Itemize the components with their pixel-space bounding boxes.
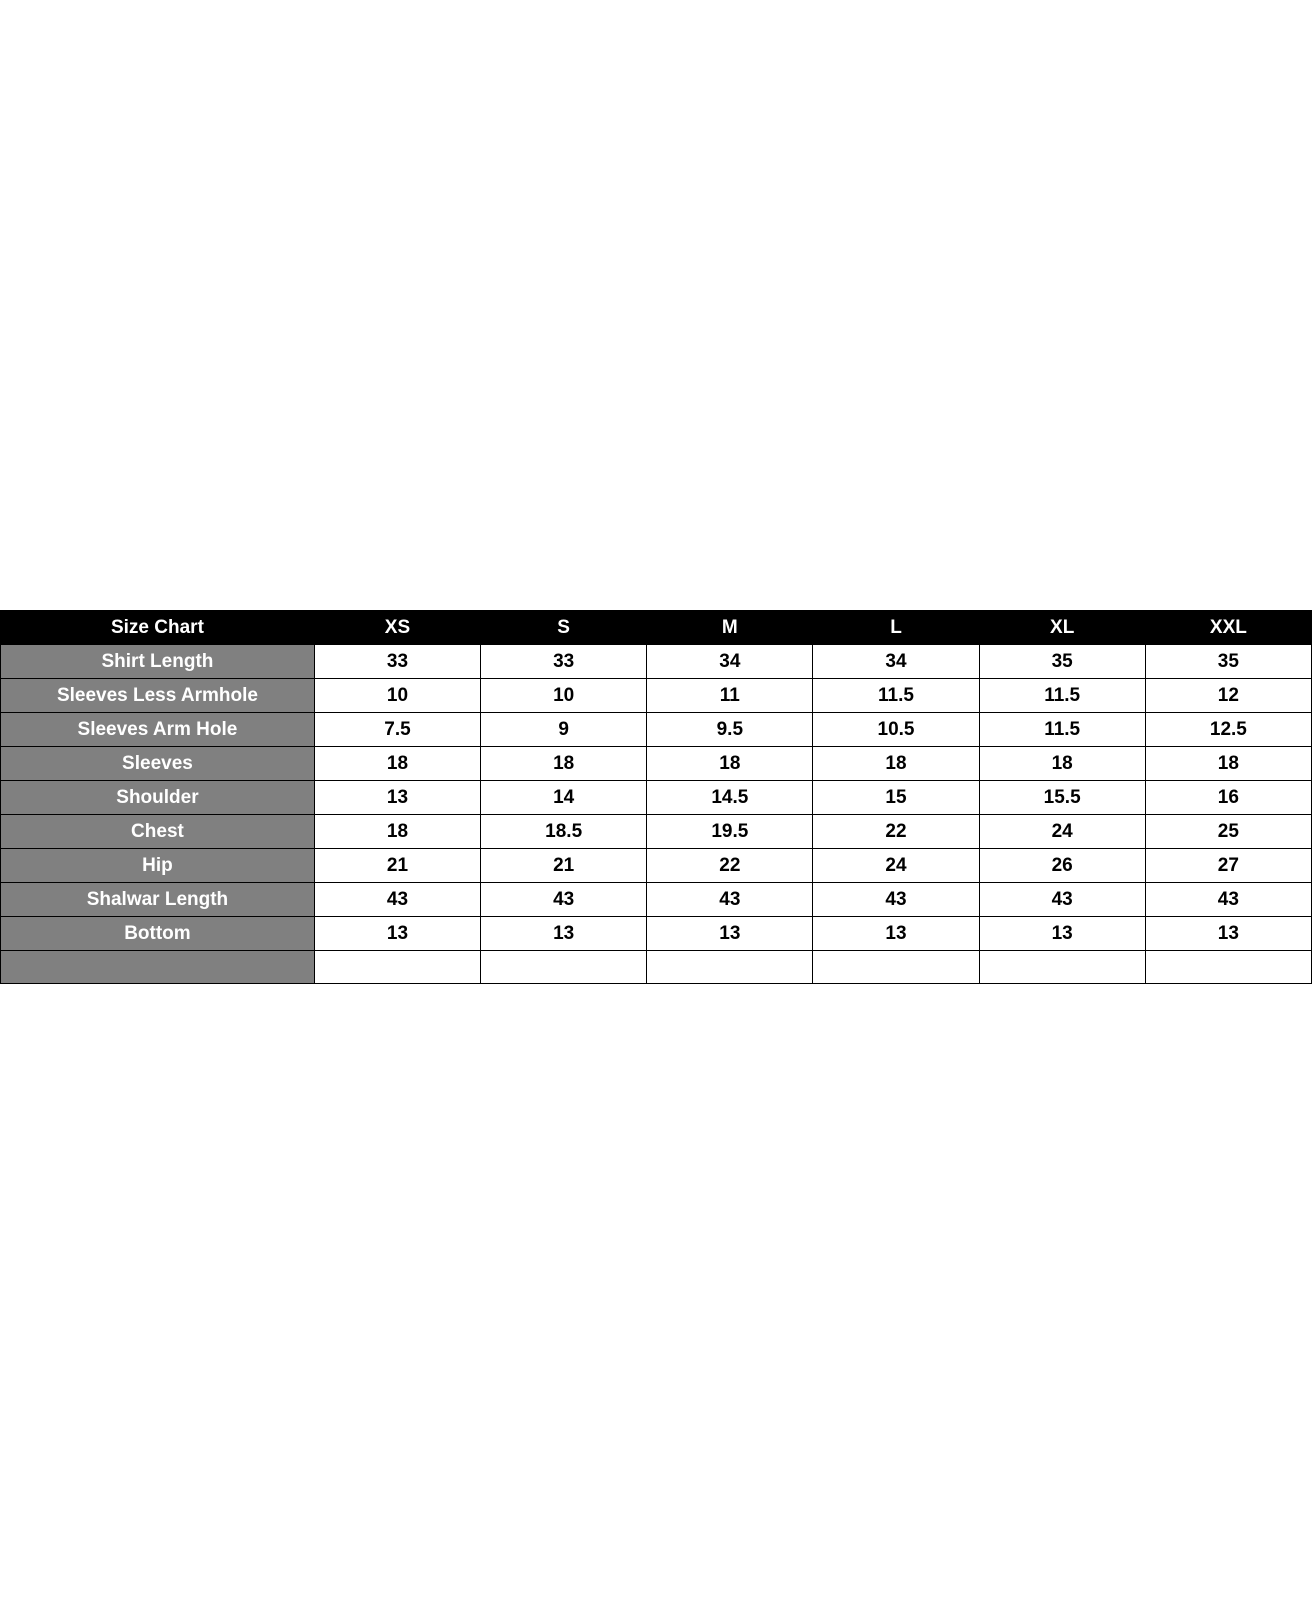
column-header-s: S: [481, 611, 647, 645]
table-row: [1, 815, 1312, 849]
row-label: Shirt Length: [1, 645, 315, 679]
table-cell: 13: [647, 917, 813, 951]
table-row: [1, 917, 1312, 951]
row-label: Sleeves Arm Hole: [1, 713, 315, 747]
table-cell: 13: [314, 781, 480, 815]
column-header-xs: XS: [314, 611, 480, 645]
row-label: [1, 951, 315, 984]
column-header-m: M: [647, 611, 813, 645]
table-cell: 43: [481, 883, 647, 917]
table-cell: 18: [314, 815, 480, 849]
table-cell: 26: [979, 849, 1145, 883]
row-label: Bottom: [1, 917, 315, 951]
table-row: [1, 849, 1312, 883]
table-row: [1, 781, 1312, 815]
table-cell: 43: [647, 883, 813, 917]
table-cell: 43: [813, 883, 979, 917]
table-cell: 35: [979, 645, 1145, 679]
row-label: Shoulder: [1, 781, 315, 815]
table-cell: 12: [1145, 679, 1311, 713]
table-cell: 10.5: [813, 713, 979, 747]
table-cell: [813, 951, 979, 984]
table-cell: 11.5: [979, 713, 1145, 747]
table-cell: 33: [481, 645, 647, 679]
table-header-row: [1, 611, 1312, 645]
table-cell: 13: [813, 917, 979, 951]
table-cell: [1145, 951, 1311, 984]
table-cell: 43: [1145, 883, 1311, 917]
table-cell: 14: [481, 781, 647, 815]
table-row: [1, 713, 1312, 747]
table-cell: 11.5: [813, 679, 979, 713]
column-header-l: L: [813, 611, 979, 645]
table-row: [1, 679, 1312, 713]
table-row: [1, 883, 1312, 917]
table-cell: 9: [481, 713, 647, 747]
table-cell: 13: [979, 917, 1145, 951]
size-chart-table: [0, 610, 1312, 984]
table-cell: 43: [314, 883, 480, 917]
column-header-xl: XL: [979, 611, 1145, 645]
table-cell: 21: [314, 849, 480, 883]
table-cell: 11: [647, 679, 813, 713]
table-cell: 18: [314, 747, 480, 781]
table-cell: 10: [314, 679, 480, 713]
table-cell: 21: [481, 849, 647, 883]
table-row: [1, 747, 1312, 781]
table-cell: 18: [647, 747, 813, 781]
table-cell: [314, 951, 480, 984]
table-cell: 19.5: [647, 815, 813, 849]
table-cell: [481, 951, 647, 984]
table-cell: 15: [813, 781, 979, 815]
table-cell: 13: [481, 917, 647, 951]
table-cell: 24: [813, 849, 979, 883]
table-cell: 7.5: [314, 713, 480, 747]
chart-title-cell: Size Chart: [1, 611, 315, 645]
table-cell: 16: [1145, 781, 1311, 815]
column-header-xxl: XXL: [1145, 611, 1311, 645]
table-cell: 24: [979, 815, 1145, 849]
row-label: Sleeves: [1, 747, 315, 781]
table-cell: [647, 951, 813, 984]
table-cell: 10: [481, 679, 647, 713]
table-row: [1, 645, 1312, 679]
table-cell: 13: [314, 917, 480, 951]
table-cell: 22: [813, 815, 979, 849]
table-cell: 33: [314, 645, 480, 679]
table-cell: 34: [813, 645, 979, 679]
table-cell: 18: [979, 747, 1145, 781]
table-cell: 43: [979, 883, 1145, 917]
table-cell: 11.5: [979, 679, 1145, 713]
table-cell: 22: [647, 849, 813, 883]
table-cell: 34: [647, 645, 813, 679]
table-cell: 12.5: [1145, 713, 1311, 747]
row-label: Chest: [1, 815, 315, 849]
table-cell: 27: [1145, 849, 1311, 883]
table-cell: 18: [481, 747, 647, 781]
table-cell: 9.5: [647, 713, 813, 747]
table-cell: 13: [1145, 917, 1311, 951]
table-row: [1, 951, 1312, 984]
row-label: Hip: [1, 849, 315, 883]
size-chart-container: [0, 610, 1312, 984]
table-cell: 25: [1145, 815, 1311, 849]
table-cell: 18: [1145, 747, 1311, 781]
table-cell: 35: [1145, 645, 1311, 679]
table-cell: [979, 951, 1145, 984]
row-label: Shalwar Length: [1, 883, 315, 917]
table-cell: 18.5: [481, 815, 647, 849]
table-cell: 15.5: [979, 781, 1145, 815]
table-cell: 18: [813, 747, 979, 781]
row-label: Sleeves Less Armhole: [1, 679, 315, 713]
table-cell: 14.5: [647, 781, 813, 815]
